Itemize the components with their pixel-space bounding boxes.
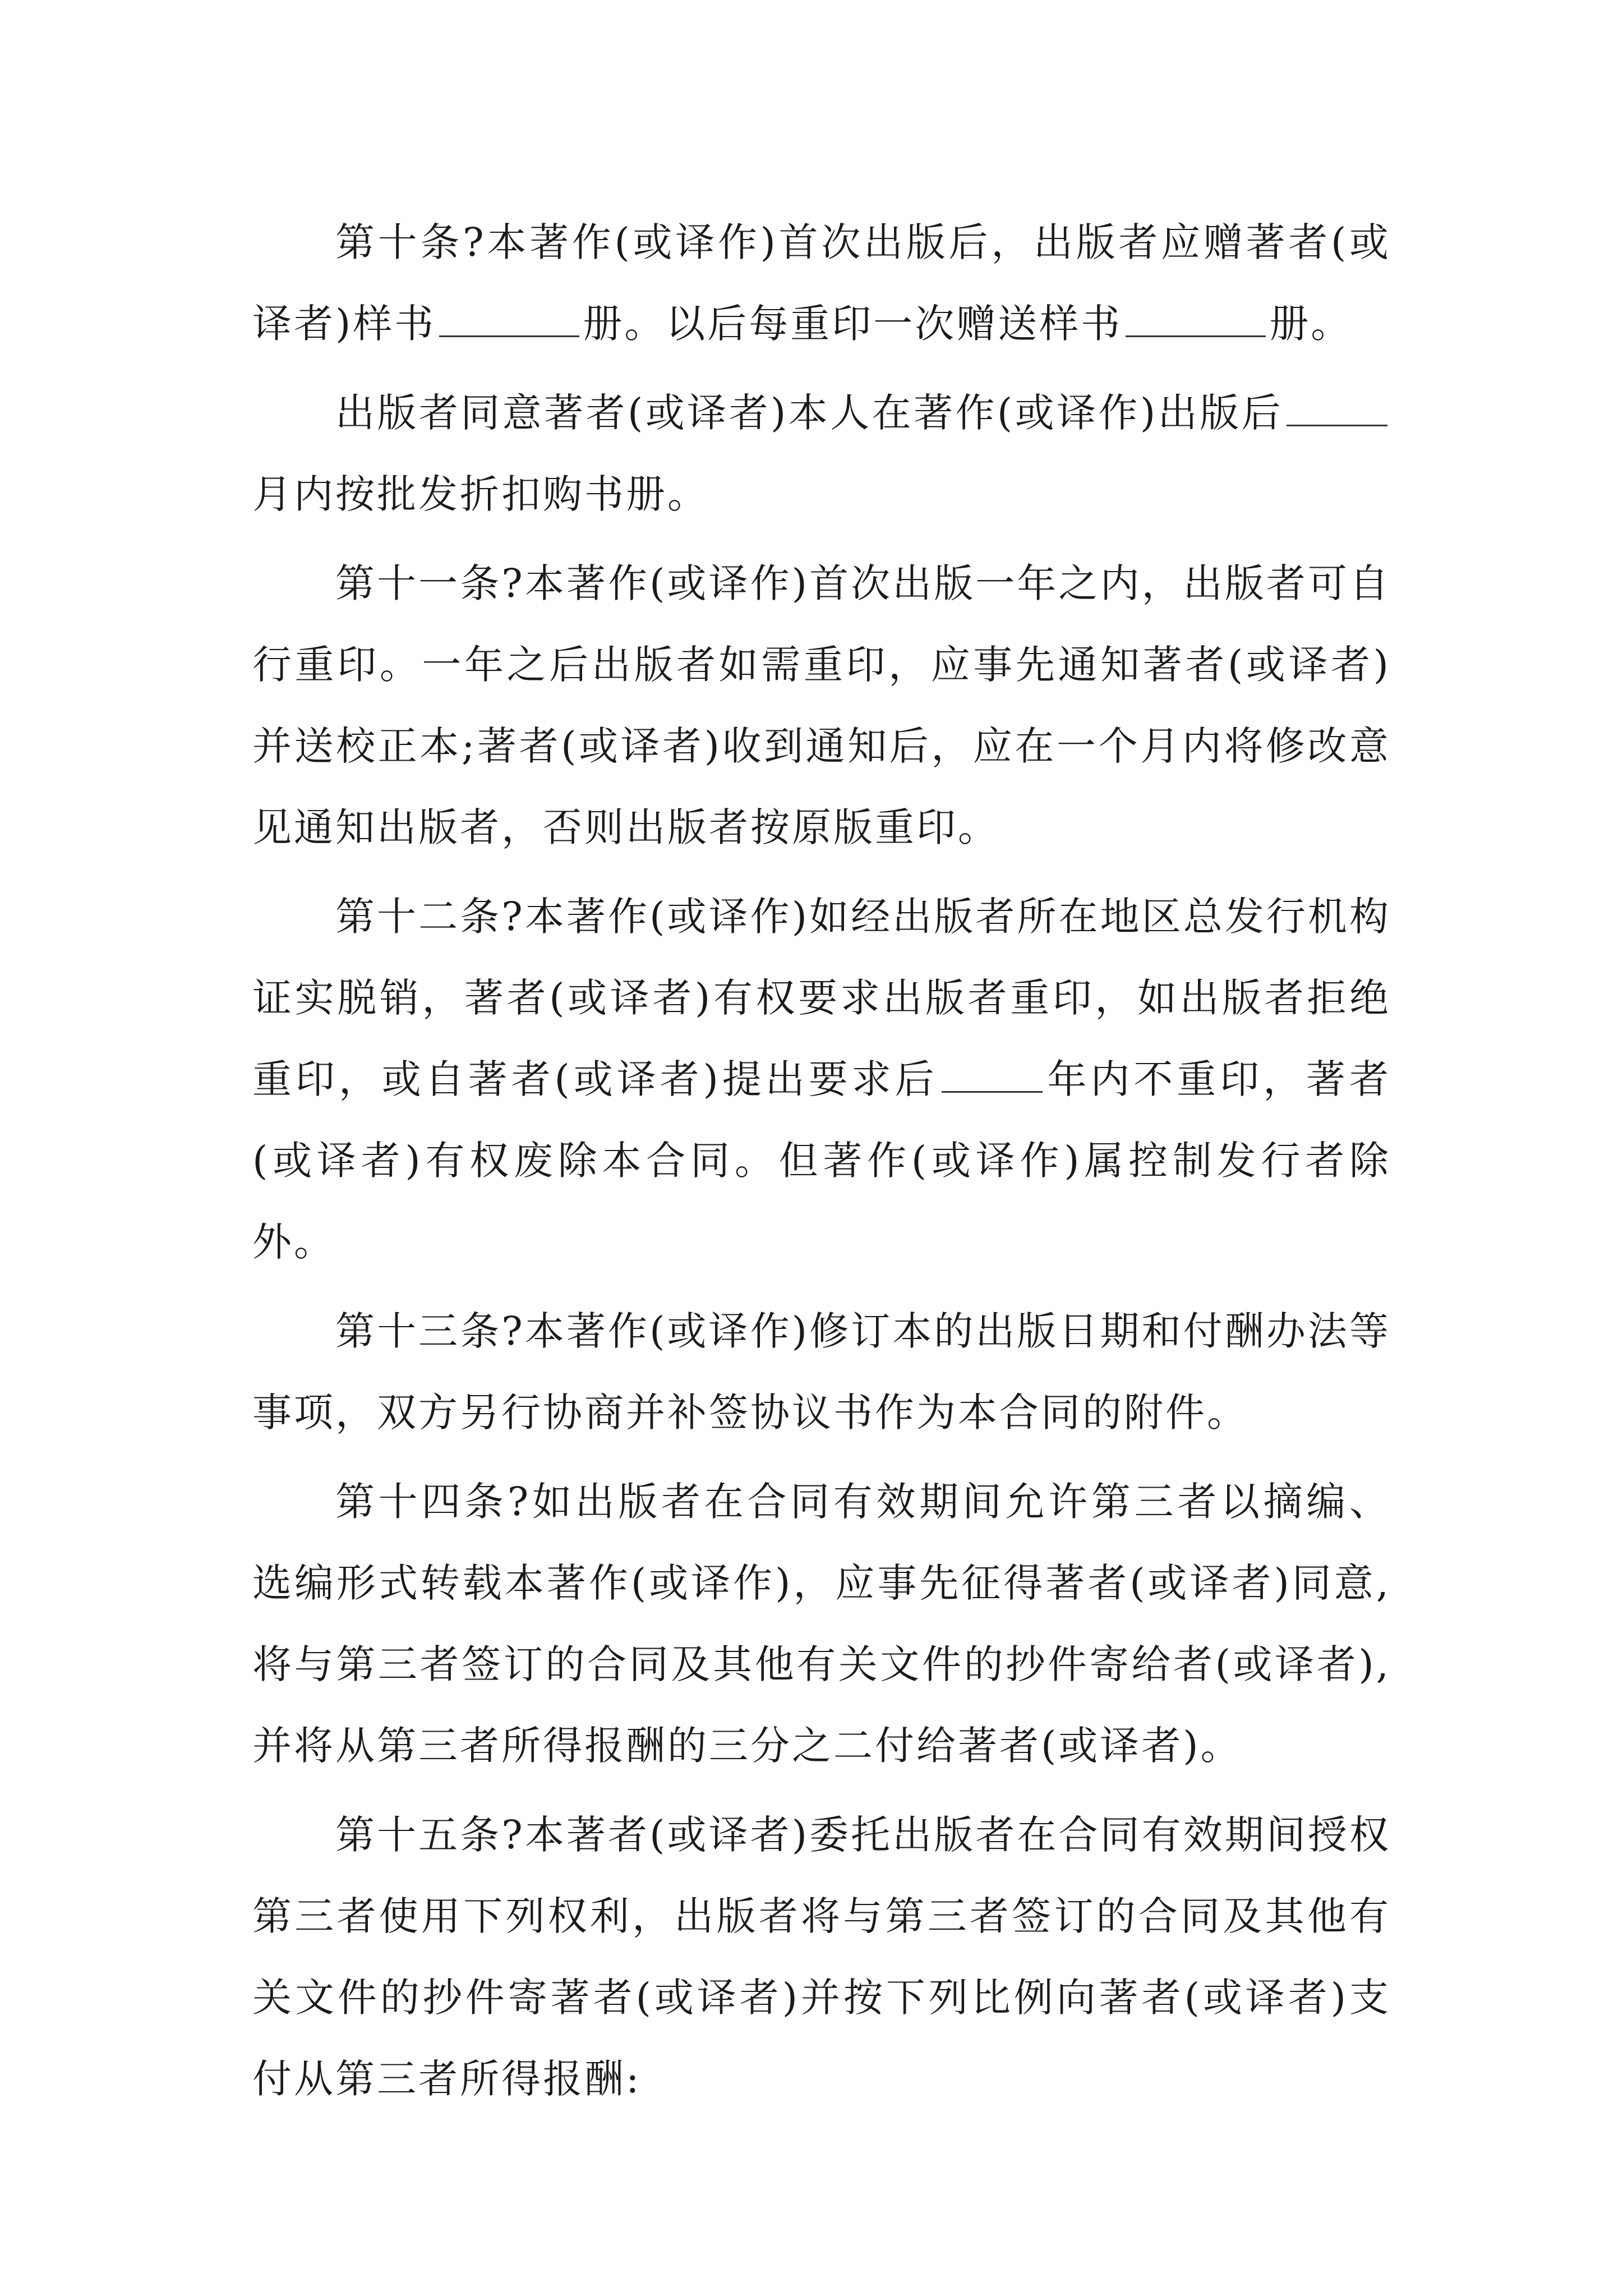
article-11-paragraph [252, 543, 1391, 868]
text-segment: 第十条?本著作(或译作)首次出版后，出版者应赠著者(或译者)样书 [252, 219, 1391, 347]
fill-in-blank [439, 301, 579, 337]
contract-body [252, 202, 1391, 2128]
text-segment: 第十二条?本著作(或译作)如经出版者所在地区总发行机构证实脱销，著者(或译者)有权要求出版者重印，如出版者拒绝重印，或自著者(或译者)提出要求后 [252, 894, 1391, 1102]
fill-in-blank [942, 1056, 1043, 1093]
text-segment: 年内不重印，著者(或译者)有权废除本合同。但著作(或译作)属控制发行者除外。 [252, 1056, 1391, 1265]
text-segment: 第十一条?本著作(或译作)首次出版一年之内，出版者可自行重印。一年之后出版者如需重印，应事先通知著者(或译者)并送校正本;著者(或译者)收到通知后，应在一个月内将修改意见通知出版者，否则出版者按原版重印。 [252, 560, 1391, 850]
fill-in-blank [1126, 301, 1266, 337]
article-15-paragraph [252, 1795, 1391, 2120]
text-segment: 册。 [1269, 301, 1353, 347]
article-14-paragraph [252, 1461, 1391, 1787]
text-segment: 册。以后每重印一次赠送样书 [583, 301, 1123, 347]
fill-in-blank [1287, 390, 1387, 426]
text-segment: 月内按批发折扣购书册。 [252, 471, 709, 517]
article-12-paragraph [252, 876, 1391, 1283]
text-segment: 第十三条?本著作(或译作)修订本的出版日期和付酬办法等事项，双方另行协商并补签协议书作为本合同的附件。 [252, 1308, 1391, 1435]
article-10-paragraph-1 [252, 202, 1391, 365]
text-segment: 第十五条?本著者(或译者)委托出版者在合同有效期间授权第三者使用下列权利，出版者将与第三者签订的合同及其他有关文件的抄件寄著者(或译者)并按下列比例向著者(或译者)支付从第三者所得报酬: [252, 1812, 1391, 2102]
article-13-paragraph [252, 1291, 1391, 1453]
text-segment: 出版者同意著者(或译者)本人在著作(或译作)出版后 [335, 390, 1283, 436]
article-10-paragraph-2 [252, 372, 1391, 535]
text-segment: 第十四条?如出版者在合同有效期间允许第三者以摘编、选编形式转载本著作(或译作)，应事先征得著者(或译者)同意,将与第三者签订的合同及其他有关文件的抄件寄给者(或译者),并将从第三者所得报酬的三分之二付给著者(或译者)。 [252, 1479, 1391, 1769]
